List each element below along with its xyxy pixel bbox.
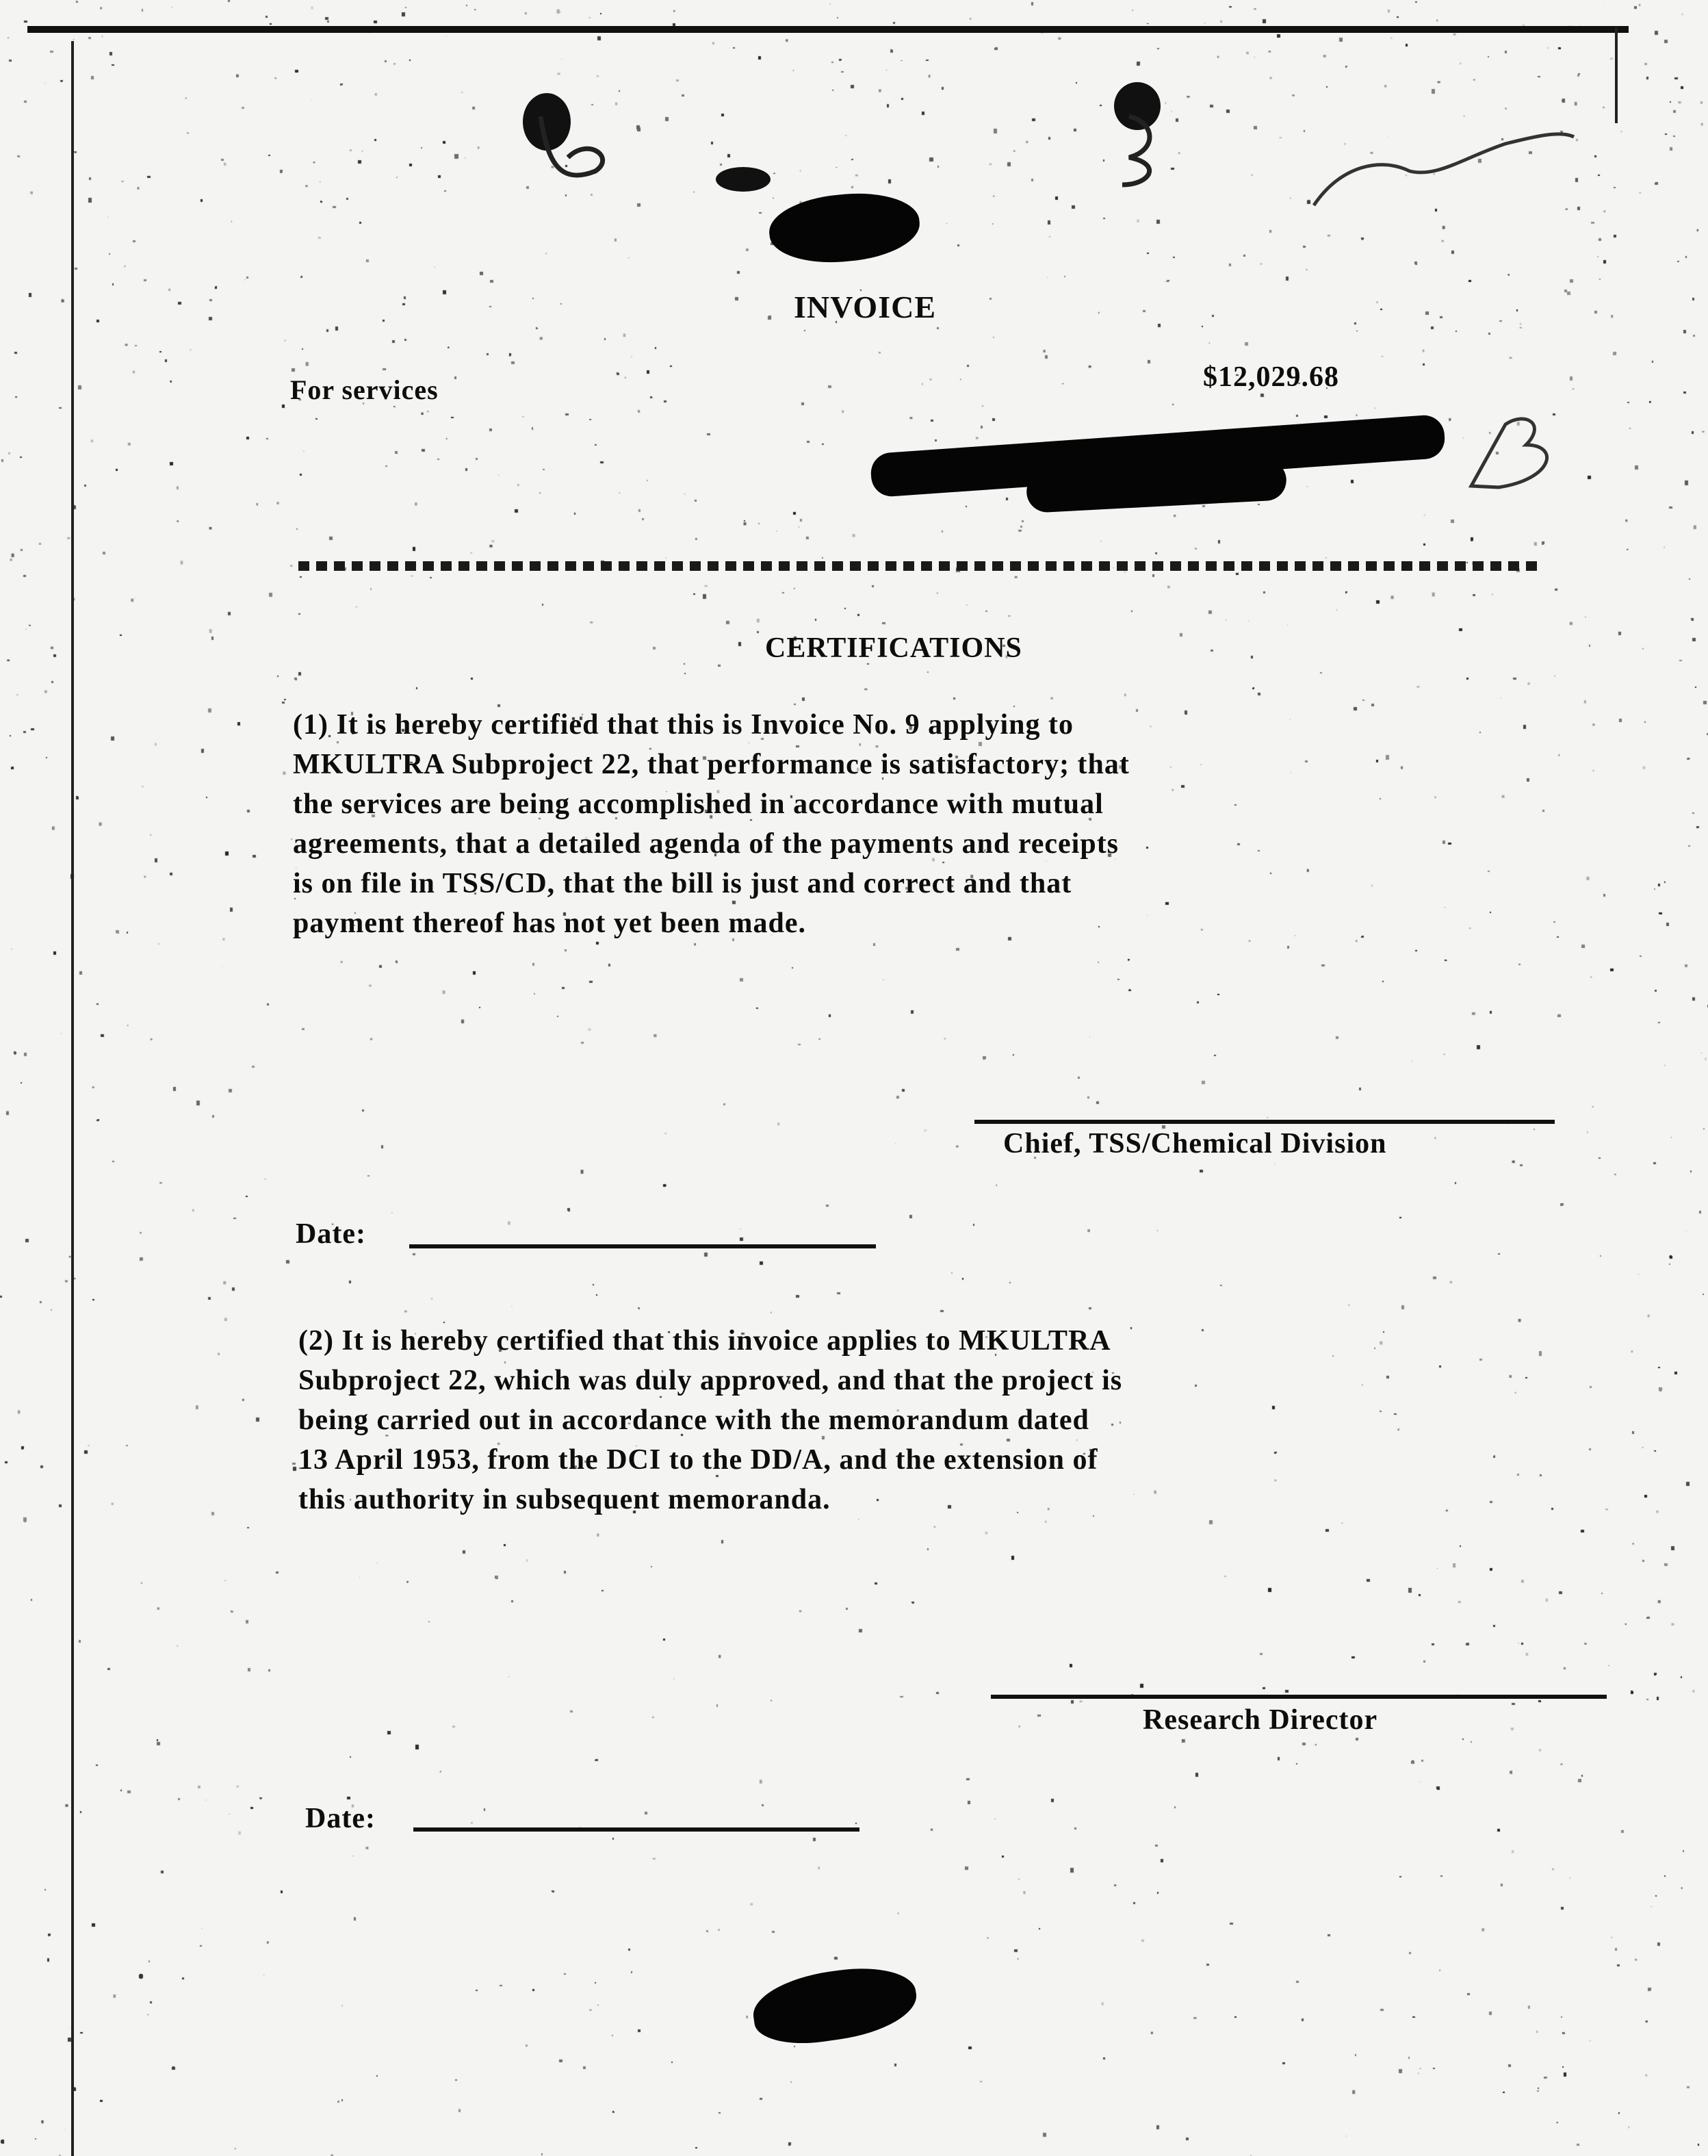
signatory-1-title: Chief, TSS/Chemical Division [1003, 1128, 1387, 1159]
handwritten-letter-b [1471, 419, 1547, 487]
certification-1-text [293, 705, 1130, 943]
date-2-label: Date: [305, 1803, 376, 1834]
date-1-line [409, 1244, 876, 1248]
handwritten-number [1314, 134, 1574, 205]
cert1-line: agreements, that a detailed agenda of the payments and receipts [293, 828, 1120, 860]
invoice-title: INVOICE [794, 290, 937, 324]
handwritten-scribble [1122, 116, 1150, 185]
handwritten-scribble [541, 116, 603, 175]
cert1-line: payment thereof has not yet been made. [293, 908, 806, 939]
separator-dashed-line [298, 561, 1538, 571]
date-1-label: Date: [296, 1218, 366, 1250]
date-2-line [413, 1827, 859, 1832]
cert1-line: (1) It is hereby certified that this is Invoice No. 9 applying to [293, 709, 1074, 741]
signature-line-2 [991, 1695, 1607, 1699]
cert1-line: the services are being accomplished in accordance with mutual [293, 788, 1104, 820]
for-services-label: For services [290, 374, 439, 405]
cert2-line: 13 April 1953, from the DCI to the DD/A, and the extension of [298, 1444, 1098, 1476]
certifications-heading: CERTIFICATIONS [765, 632, 1022, 664]
cert1-line: MKULTRA Subproject 22, that performance is satisfactory; that [293, 749, 1130, 780]
cert1-line: is on file in TSS/CD, that the bill is just and correct and that [293, 868, 1072, 899]
certification-2-text [298, 1321, 1122, 1519]
cert2-line: being carried out in accordance with the memorandum dated [298, 1404, 1089, 1436]
cert2-line: Subproject 22, which was duly approved, and that the project is [298, 1365, 1123, 1396]
cert2-line: this authority in subsequent memoranda. [298, 1484, 831, 1515]
signature-line-1 [974, 1120, 1555, 1124]
cert2-line: (2) It is hereby certified that this invoice applies to MKULTRA [298, 1325, 1111, 1357]
signatory-2-title: Research Director [1143, 1704, 1378, 1736]
invoice-amount: $12,029.68 [1203, 361, 1339, 393]
